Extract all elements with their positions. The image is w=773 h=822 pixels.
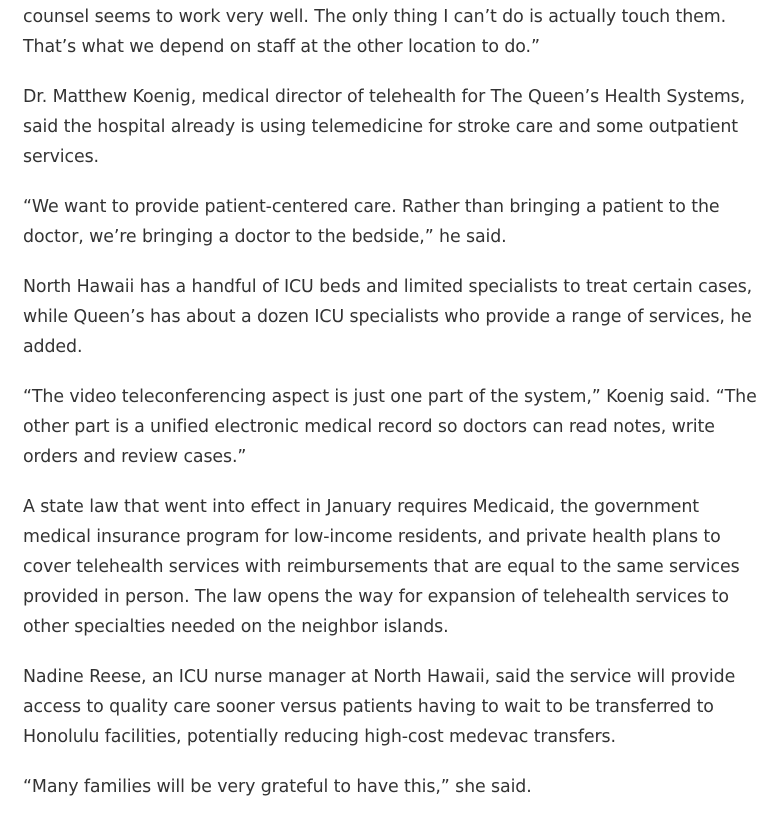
article-body bbox=[23, 0, 758, 822]
article-paragraph: “The video teleconferencing aspect is just one part of the system,” Koenig said. “The other part is a unified electronic medical record so doctors can read notes, write orders and review cases.” bbox=[23, 387, 757, 467]
article-paragraph: “Many families will be very grateful to have this,” she said. bbox=[23, 777, 532, 797]
article-paragraph: Dr. Matthew Koenig, medical director of telehealth for The Queen’s Health Systems, said the hospital already is using telemedicine for stroke care and some outpatient services. bbox=[23, 87, 746, 167]
article-paragraph: “We want to provide patient-centered care. Rather than bringing a patient to the doctor, we’re bringing a doctor to the bedside,” he said. bbox=[23, 197, 720, 247]
article-paragraph: counsel seems to work very well. The only thing I can’t do is actually touch them. That’s what we depend on staff at the other location to do.” bbox=[23, 7, 726, 57]
article-paragraph: Nadine Reese, an ICU nurse manager at North Hawaii, said the service will provide access to quality care sooner versus patients having to wait to be transferred to Honolulu facilities, potentially reducing high-cost medevac transfers. bbox=[23, 667, 736, 747]
article-paragraph: A state law that went into effect in January requires Medicaid, the government medical insurance program for low-income residents, and private health plans to cover telehealth services with reimbursements that are equal to the same services provided in person. The law opens the way for expansion of telehealth services to other specialties needed on the neighbor islands. bbox=[23, 497, 740, 637]
article-paragraph: North Hawaii has a handful of ICU beds and limited specialists to treat certain cases, while Queen’s has about a dozen ICU specialists who provide a range of services, he added. bbox=[23, 277, 753, 357]
